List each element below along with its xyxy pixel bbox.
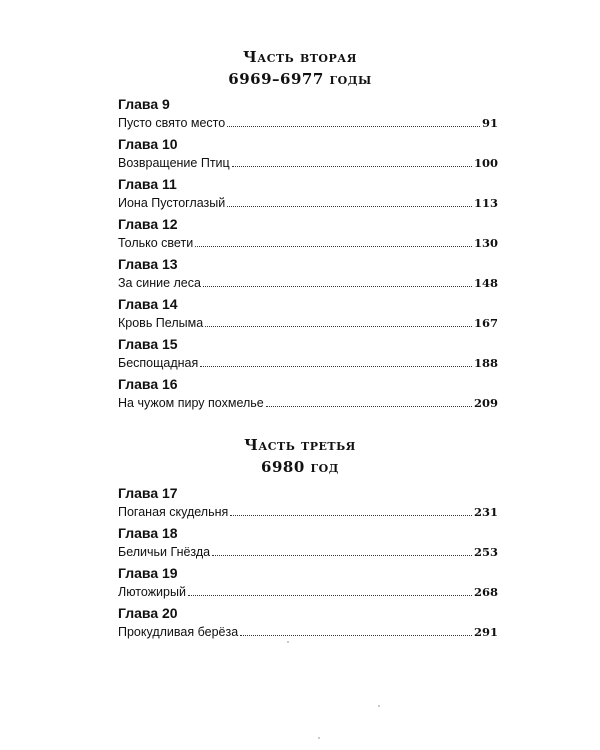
part-two-heading xyxy=(0,46,600,90)
dot-leader xyxy=(232,166,472,167)
part-title: Часть третья xyxy=(244,436,356,454)
chapter-title: За синие леса xyxy=(118,276,201,290)
toc-entry[interactable] xyxy=(118,176,498,216)
dot-leader xyxy=(212,555,472,556)
toc-entry[interactable] xyxy=(118,136,498,176)
page-number: 231 xyxy=(473,505,498,519)
dot-leader xyxy=(227,126,480,127)
page-number: 148 xyxy=(473,276,498,290)
dot-leader xyxy=(230,515,472,516)
page-number: 100 xyxy=(473,156,498,170)
page-number: 130 xyxy=(473,236,498,250)
print-speck xyxy=(318,737,320,739)
toc-entry[interactable] xyxy=(118,96,498,136)
chapter-label: Глава 12 xyxy=(118,216,178,232)
dot-leader xyxy=(195,246,472,247)
page-number: 167 xyxy=(473,316,498,330)
dot-leader xyxy=(240,635,472,636)
toc-entry[interactable] xyxy=(118,296,498,336)
toc-entry[interactable] xyxy=(118,565,498,605)
part-three-heading xyxy=(0,434,600,478)
chapter-title: Иона Пустоглазый xyxy=(118,196,226,210)
chapter-label: Глава 15 xyxy=(118,336,178,352)
chapter-title: Лютожирый xyxy=(118,585,186,599)
chapter-label: Глава 18 xyxy=(118,525,178,541)
page-number: 188 xyxy=(473,356,498,370)
chapter-title: Беличьи Гнёзда xyxy=(118,545,211,559)
chapter-title: Пусто свято место xyxy=(118,116,226,130)
chapter-label: Глава 17 xyxy=(118,485,178,501)
dot-leader xyxy=(266,406,472,407)
chapter-title: Кровь Пелыма xyxy=(118,316,204,330)
part-two-toc xyxy=(118,96,498,416)
toc-entry[interactable] xyxy=(118,525,498,565)
part-title: Часть вторая xyxy=(243,48,357,66)
chapter-label: Глава 9 xyxy=(118,96,170,112)
print-speck xyxy=(287,641,289,643)
part-three-toc xyxy=(118,485,498,645)
toc-entry[interactable] xyxy=(118,256,498,296)
part-years: 6980 год xyxy=(261,458,339,476)
dot-leader xyxy=(227,206,472,207)
print-speck xyxy=(378,705,380,707)
chapter-label: Глава 16 xyxy=(118,376,178,392)
page-number: 253 xyxy=(473,545,498,559)
chapter-title: Поганая скудельня xyxy=(118,505,229,519)
chapter-label: Глава 13 xyxy=(118,256,178,272)
dot-leader xyxy=(205,326,472,327)
dot-leader xyxy=(200,366,472,367)
dot-leader xyxy=(203,286,472,287)
page-number: 209 xyxy=(473,396,498,410)
chapter-title: Прокудливая берёза xyxy=(118,625,239,639)
chapter-label: Глава 19 xyxy=(118,565,178,581)
page-number: 113 xyxy=(473,196,498,210)
toc-entry[interactable] xyxy=(118,376,498,416)
chapter-title: Только свети xyxy=(118,236,194,250)
part-years: 6969–6977 годы xyxy=(228,70,372,88)
chapter-title: Возвращение Птиц xyxy=(118,156,230,170)
page-number: 268 xyxy=(473,585,498,599)
chapter-label: Глава 20 xyxy=(118,605,178,621)
chapter-label: Глава 10 xyxy=(118,136,178,152)
toc-entry[interactable] xyxy=(118,336,498,376)
chapter-title: Беспощадная xyxy=(118,356,199,370)
chapter-title: На чужом пиру похмелье xyxy=(118,396,264,410)
dot-leader xyxy=(188,595,472,596)
toc-entry[interactable] xyxy=(118,605,498,645)
page-number: 91 xyxy=(481,116,498,130)
page-number: 291 xyxy=(473,625,498,639)
toc-entry[interactable] xyxy=(118,216,498,256)
chapter-label: Глава 14 xyxy=(118,296,178,312)
chapter-label: Глава 11 xyxy=(118,176,177,192)
toc-entry[interactable] xyxy=(118,485,498,525)
